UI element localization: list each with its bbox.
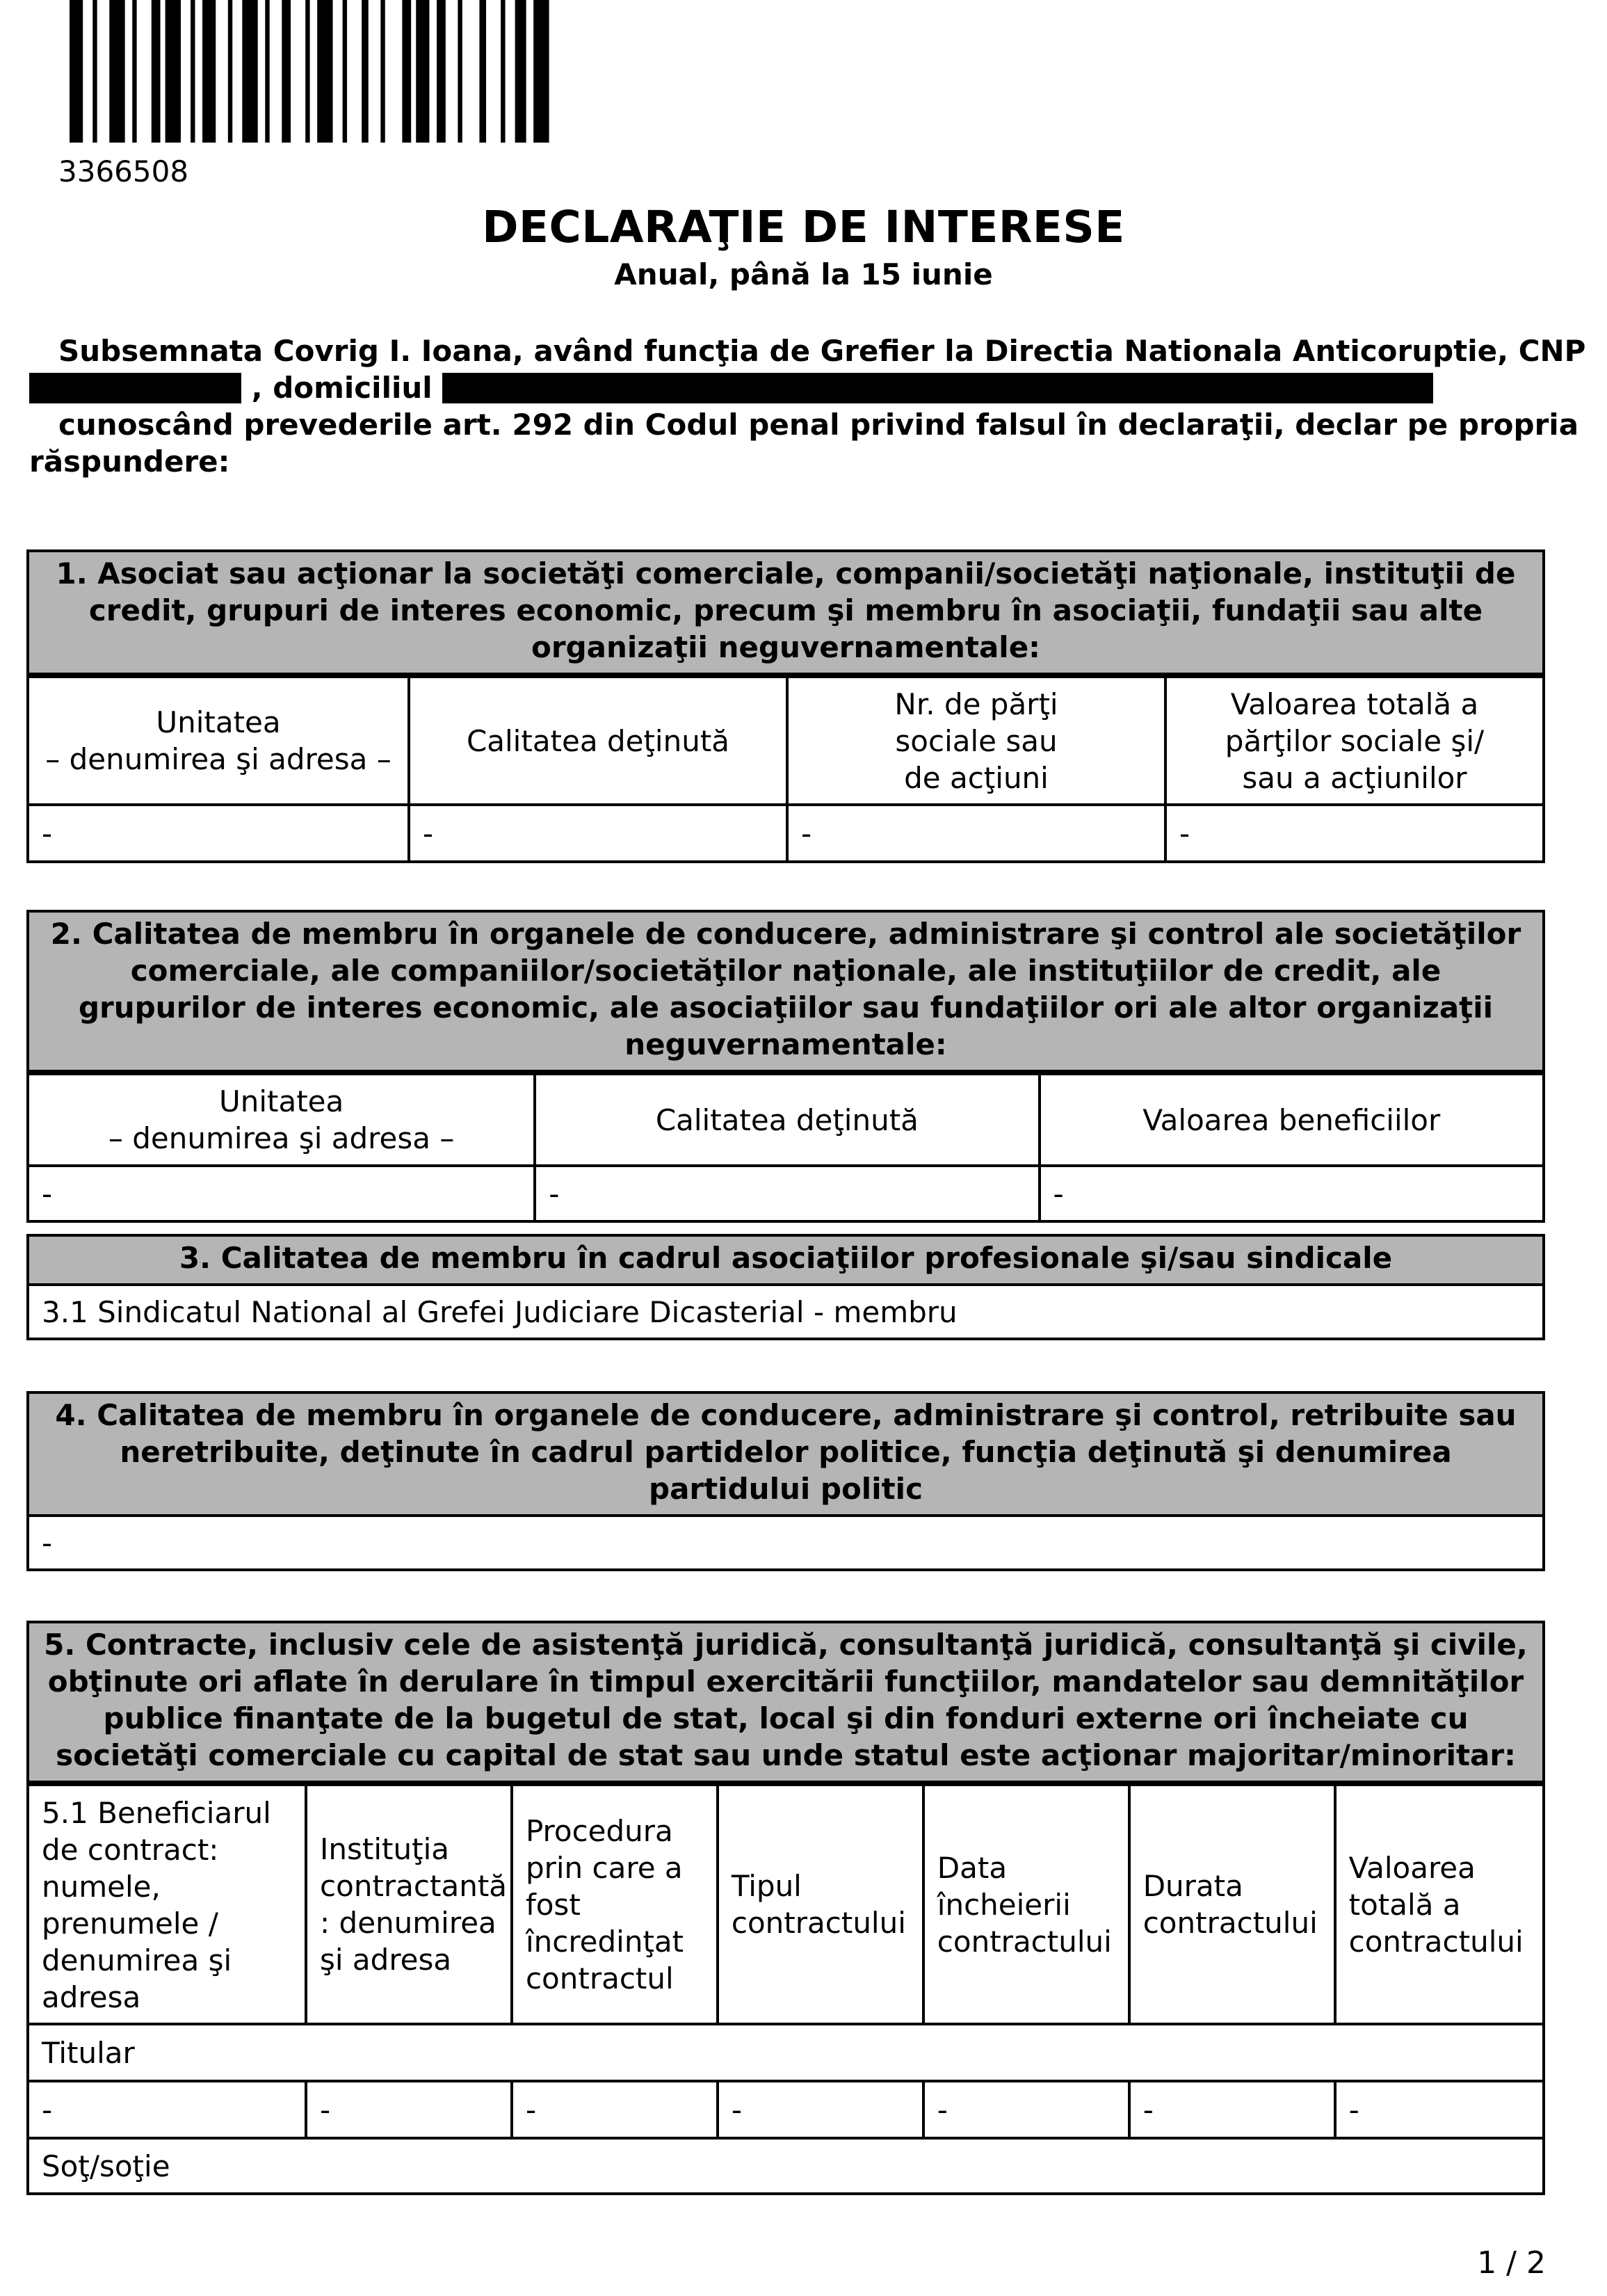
spouse-row [29,2137,1542,2192]
column-header: Data încheierii contractului [922,1786,1128,2023]
section-1-heading: 1. Asociat sau acţionar la societăţi comerciale, companii/societăţi naţionale, instituţii de credit, grupuri de interes economic, precum şi membru în asociaţii, fundaţii sau alte organizaţii neguvernamentale: [29,552,1542,675]
column-header: Procedura prin care a fost încredinţat contractul [510,1786,716,2023]
section-1-table [26,549,1545,863]
section-2-heading: 2. Calitatea de membru în organele de conducere, administrare şi control ale societăţilor comerciale, ale companiilor/societăţilor naţionale, ale instituţiilor de credit, ale grupurilor de interes economic, ale asociaţiilor sau fundaţiilor ori ale altor organizaţii neguvernamentale: [29,913,1542,1073]
table-cell: - [1038,1167,1542,1220]
table-cell: - [42,2092,53,2127]
table-cell: - [1334,2082,1542,2137]
section-5-table [26,1621,1545,2195]
table-cell: - [716,2082,922,2137]
column-header: Valoarea beneficiilor [1038,1075,1542,1164]
table-cell: - [305,2082,510,2137]
intro-line-3: cunoscând prevederile art. 292 din Codul penal privind falsul în declaraţii, declar pe propria [58,408,1579,442]
intro-line-2 [29,369,1524,406]
column-header: Tipul contractului [716,1786,922,2023]
section-4-heading: 4. Calitatea de membru în organele de conducere, administrare şi control, retribuite sau neretribuite, deţinute în cadrul partidelor politice, funcţia deţinută şi denumirea partidului politic [29,1394,1542,1517]
redacted-address [442,373,1433,403]
section-1-header-row [29,675,1542,803]
titular-label: Titular [42,2035,135,2070]
table-row [29,2080,1542,2137]
section-2-table [26,910,1545,1223]
section-3-heading: 3. Calitatea de membru în cadrul asociaţiilor profesionale şi/sau sindicale [29,1237,1542,1286]
column-header: Valoarea totală a părţilor sociale şi/ sau a acţiunilor [1164,678,1542,803]
column-header: Nr. de părţi sociale sau de acţiuni [786,678,1164,803]
table-cell: - [1128,2082,1334,2137]
redacted-cnp [29,373,241,403]
column-header: Calitatea deţinută [407,678,786,803]
table-cell: - [1164,806,1542,860]
section-4-value: - [42,1525,53,1560]
column-header: Calitatea deţinută [533,1075,1037,1164]
table-cell: - [533,1167,1037,1220]
intro-domicile-label: , domiciliul [251,371,433,405]
column-header: Unitatea – denumirea şi adresa – [45,705,391,776]
intro-line-1: Subsemnata Covrig I. Ioana, având funcţia de Grefier la Directia Nationala Anticoruptie, CNP [58,334,1586,368]
column-header: Instituţia contractantă : denumirea şi adresa [305,1786,510,2023]
table-row [29,803,1542,860]
column-header: Unitatea – denumirea şi adresa – [108,1084,455,1155]
table-cell: - [42,1176,53,1211]
table-cell: - [922,2082,1128,2137]
barcode [70,0,855,143]
page-number: 1 / 2 [1477,2245,1546,2281]
document-subtitle: Anual, până la 15 iunie [614,257,993,291]
table-cell: - [407,806,786,860]
column-header: Durata contractului [1128,1786,1334,2023]
table-cell: - [42,816,53,851]
table-row [29,1164,1542,1220]
document-title: DECLARAŢIE DE INTERESE [482,202,1125,252]
section-3-table [26,1234,1545,1340]
section-5-heading: 5. Contracte, inclusiv cele de asistenţă juridică, consultanţă juridică, consultanţă şi civile, obţinute ori aflate în derulare în timpul exercitării funcţiilor, mandatelor sau demnităţilor publice finanţate de la bugetul de stat, local şi din fonduri externe ori încheiate cu societăţi comerciale cu capital de stat sau unde statul este acţionar majoritar/minoritar: [29,1623,1542,1783]
section-4-table [26,1391,1545,1571]
section-5-header-row [29,1783,1542,2023]
section-3-item: 3.1 Sindicatul National al Grefei Judiciare Dicasterial - membru [42,1294,958,1329]
titular-row [29,2023,1542,2080]
column-header: 5.1 Beneficiarul de contract: numele, prenumele / denumirea şi adresa [42,1796,271,2014]
column-header: Valoarea totală a contractului [1334,1786,1542,2023]
spouse-label: Soţ/soţie [42,2149,170,2183]
table-cell: - [786,806,1164,860]
table-cell: - [510,2082,716,2137]
barcode-number: 3366508 [58,154,189,188]
intro-line-4: răspundere: [29,444,230,479]
section-2-header-row [29,1073,1542,1164]
declaration-intro [29,332,1586,480]
